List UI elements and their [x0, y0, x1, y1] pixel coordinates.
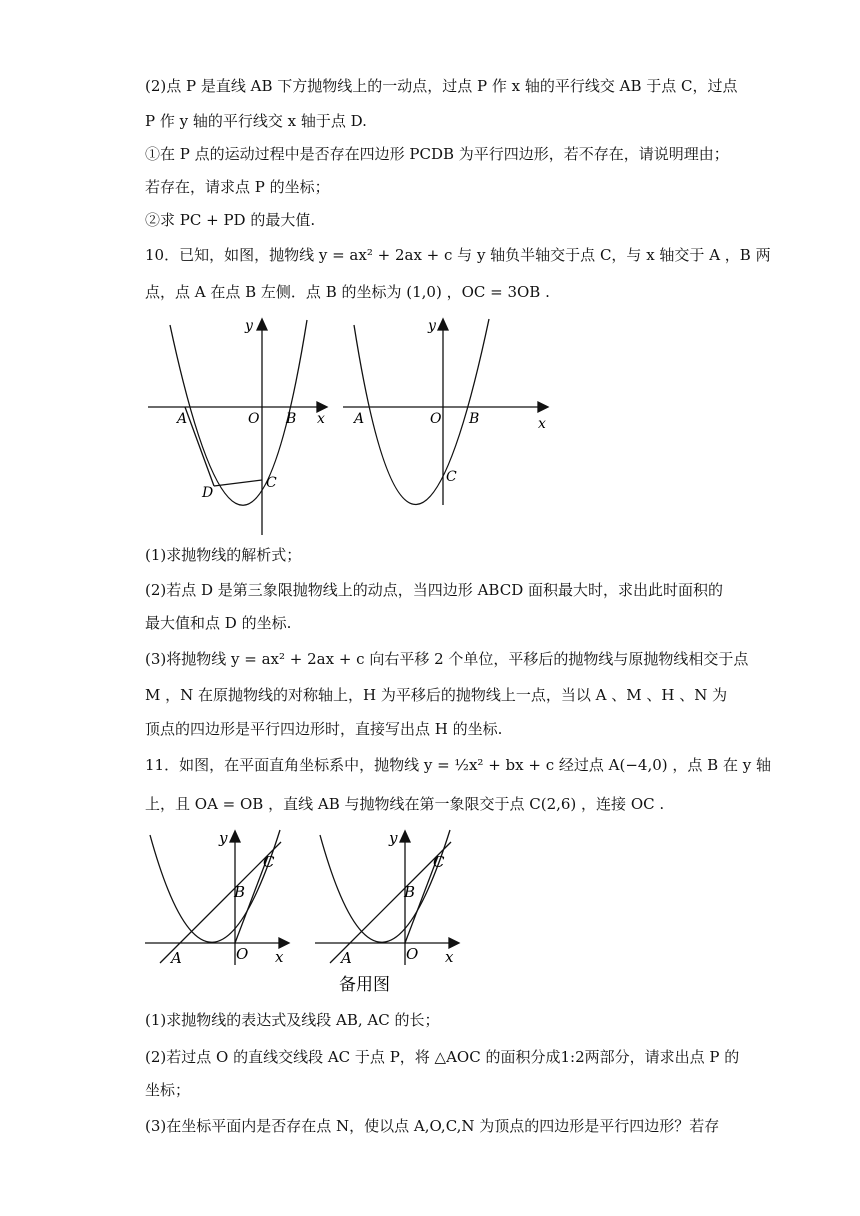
- label-B: B: [234, 883, 246, 901]
- label-y: y: [245, 318, 253, 334]
- y-arrow: [400, 831, 410, 842]
- label-O: O: [236, 945, 249, 963]
- q10-part3-line2: M ，N 在原抛物线的对称轴上，H 为平移后的抛物线上一点，当以 A 、M 、H 、N 为: [145, 686, 728, 704]
- q11-part2-line2: 坐标；: [145, 1081, 191, 1099]
- label-B: B: [404, 883, 416, 901]
- q11-part3: (3)在坐标平面内是否存在点 N，使以点 A,O,C,N 为顶点的四边形是平行四边形？若存: [145, 1117, 720, 1135]
- figure-caption: 备用图: [339, 975, 390, 995]
- q9-sub2: ②求 PC + PD 的最大值.: [145, 211, 316, 229]
- label-A: A: [341, 949, 352, 967]
- q9-sub1-line2: 若存在，请求点 P 的坐标；: [145, 178, 330, 196]
- q10-stem-line2: 点，点 A 在点 B 左侧．点 B 的坐标为 (1,0) ，OC = 3OB .: [145, 283, 550, 301]
- q10-part3-line1: (3)将抛物线 y = ax² + 2ax + c 向右平移 2 个单位，平移后的抛物线与原抛物线相交于点: [145, 650, 749, 668]
- label-B: B: [469, 411, 480, 427]
- label-A: A: [171, 949, 182, 967]
- q11-stem-line2: 上，且 OA = OB ，直线 AB 与抛物线在第一象限交于点 C(2,6) ，连接 OC .: [145, 795, 665, 813]
- q9-part2-line1: (2)点 P 是直线 AB 下方抛物线上的一动点，过点 P 作 x 轴的平行线交 AB 于点 C，过点: [145, 77, 738, 95]
- label-O: O: [430, 411, 442, 427]
- label-C: C: [433, 853, 445, 871]
- parabola: [150, 830, 280, 942]
- x-arrow: [449, 938, 459, 948]
- q11-part1: (1)求抛物线的表达式及线段 AB, AC 的长；: [145, 1011, 440, 1029]
- q9-part2-line2: P 作 y 轴的平行线交 x 轴于点 D.: [145, 112, 367, 130]
- label-A: A: [177, 411, 188, 427]
- q11-stem-line1: 11．如图，在平面直角坐标系中，抛物线 y = ½x² + bx + c 经过点 A(−4,0) ，点 B 在 y 轴: [145, 756, 771, 774]
- y-arrow: [230, 831, 240, 842]
- q10-figure-2: [340, 315, 555, 515]
- label-C: C: [266, 475, 277, 491]
- x-arrow: [538, 402, 548, 412]
- label-C: C: [446, 469, 457, 485]
- label-O: O: [248, 411, 260, 427]
- label-A: A: [354, 411, 365, 427]
- label-x: x: [317, 411, 325, 427]
- q10-stem-line1: 10．已知，如图，抛物线 y = ax² + 2ax + c 与 y 轴负半轴交于点 C，与 x 轴交于 A ，B 两: [145, 246, 771, 264]
- x-arrow: [279, 938, 289, 948]
- label-B: B: [286, 411, 297, 427]
- q10-part2-line2: 最大值和点 D 的坐标.: [145, 614, 292, 632]
- q10-part1: (1)求抛物线的解析式；: [145, 546, 302, 564]
- label-y: y: [428, 318, 436, 334]
- q11-figure-1: [143, 825, 293, 975]
- segment-AD: [185, 407, 214, 486]
- label-x: x: [538, 416, 546, 432]
- label-O: O: [406, 945, 419, 963]
- label-y: y: [219, 829, 228, 847]
- y-arrow: [438, 319, 448, 330]
- label-y: y: [389, 829, 398, 847]
- q11-part2-line1: (2)若过点 O 的直线交线段 AC 于点 P，将 △AOC 的面积分成1:2两部分，请求出点 P 的: [145, 1048, 740, 1066]
- q10-figure-1: [145, 315, 340, 537]
- q9-sub1-line1: ①在 P 点的运动过程中是否存在四边形 PCDB 为平行四边形，若不存在，请说明理由；: [145, 145, 729, 163]
- label-x: x: [445, 948, 454, 966]
- parabola: [320, 830, 450, 942]
- q11-figure-2: [313, 825, 463, 997]
- label-C: C: [263, 853, 275, 871]
- label-x: x: [275, 948, 284, 966]
- segment-DC: [214, 480, 262, 486]
- q10-part2-line1: (2)若点 D 是第三象限抛物线上的动点，当四边形 ABCD 面积最大时，求出此时面积的: [145, 581, 723, 599]
- y-arrow: [257, 319, 267, 330]
- label-D: D: [202, 485, 214, 501]
- q10-part3-line3: 顶点的四边形是平行四边形时，直接写出点 H 的坐标.: [145, 720, 503, 738]
